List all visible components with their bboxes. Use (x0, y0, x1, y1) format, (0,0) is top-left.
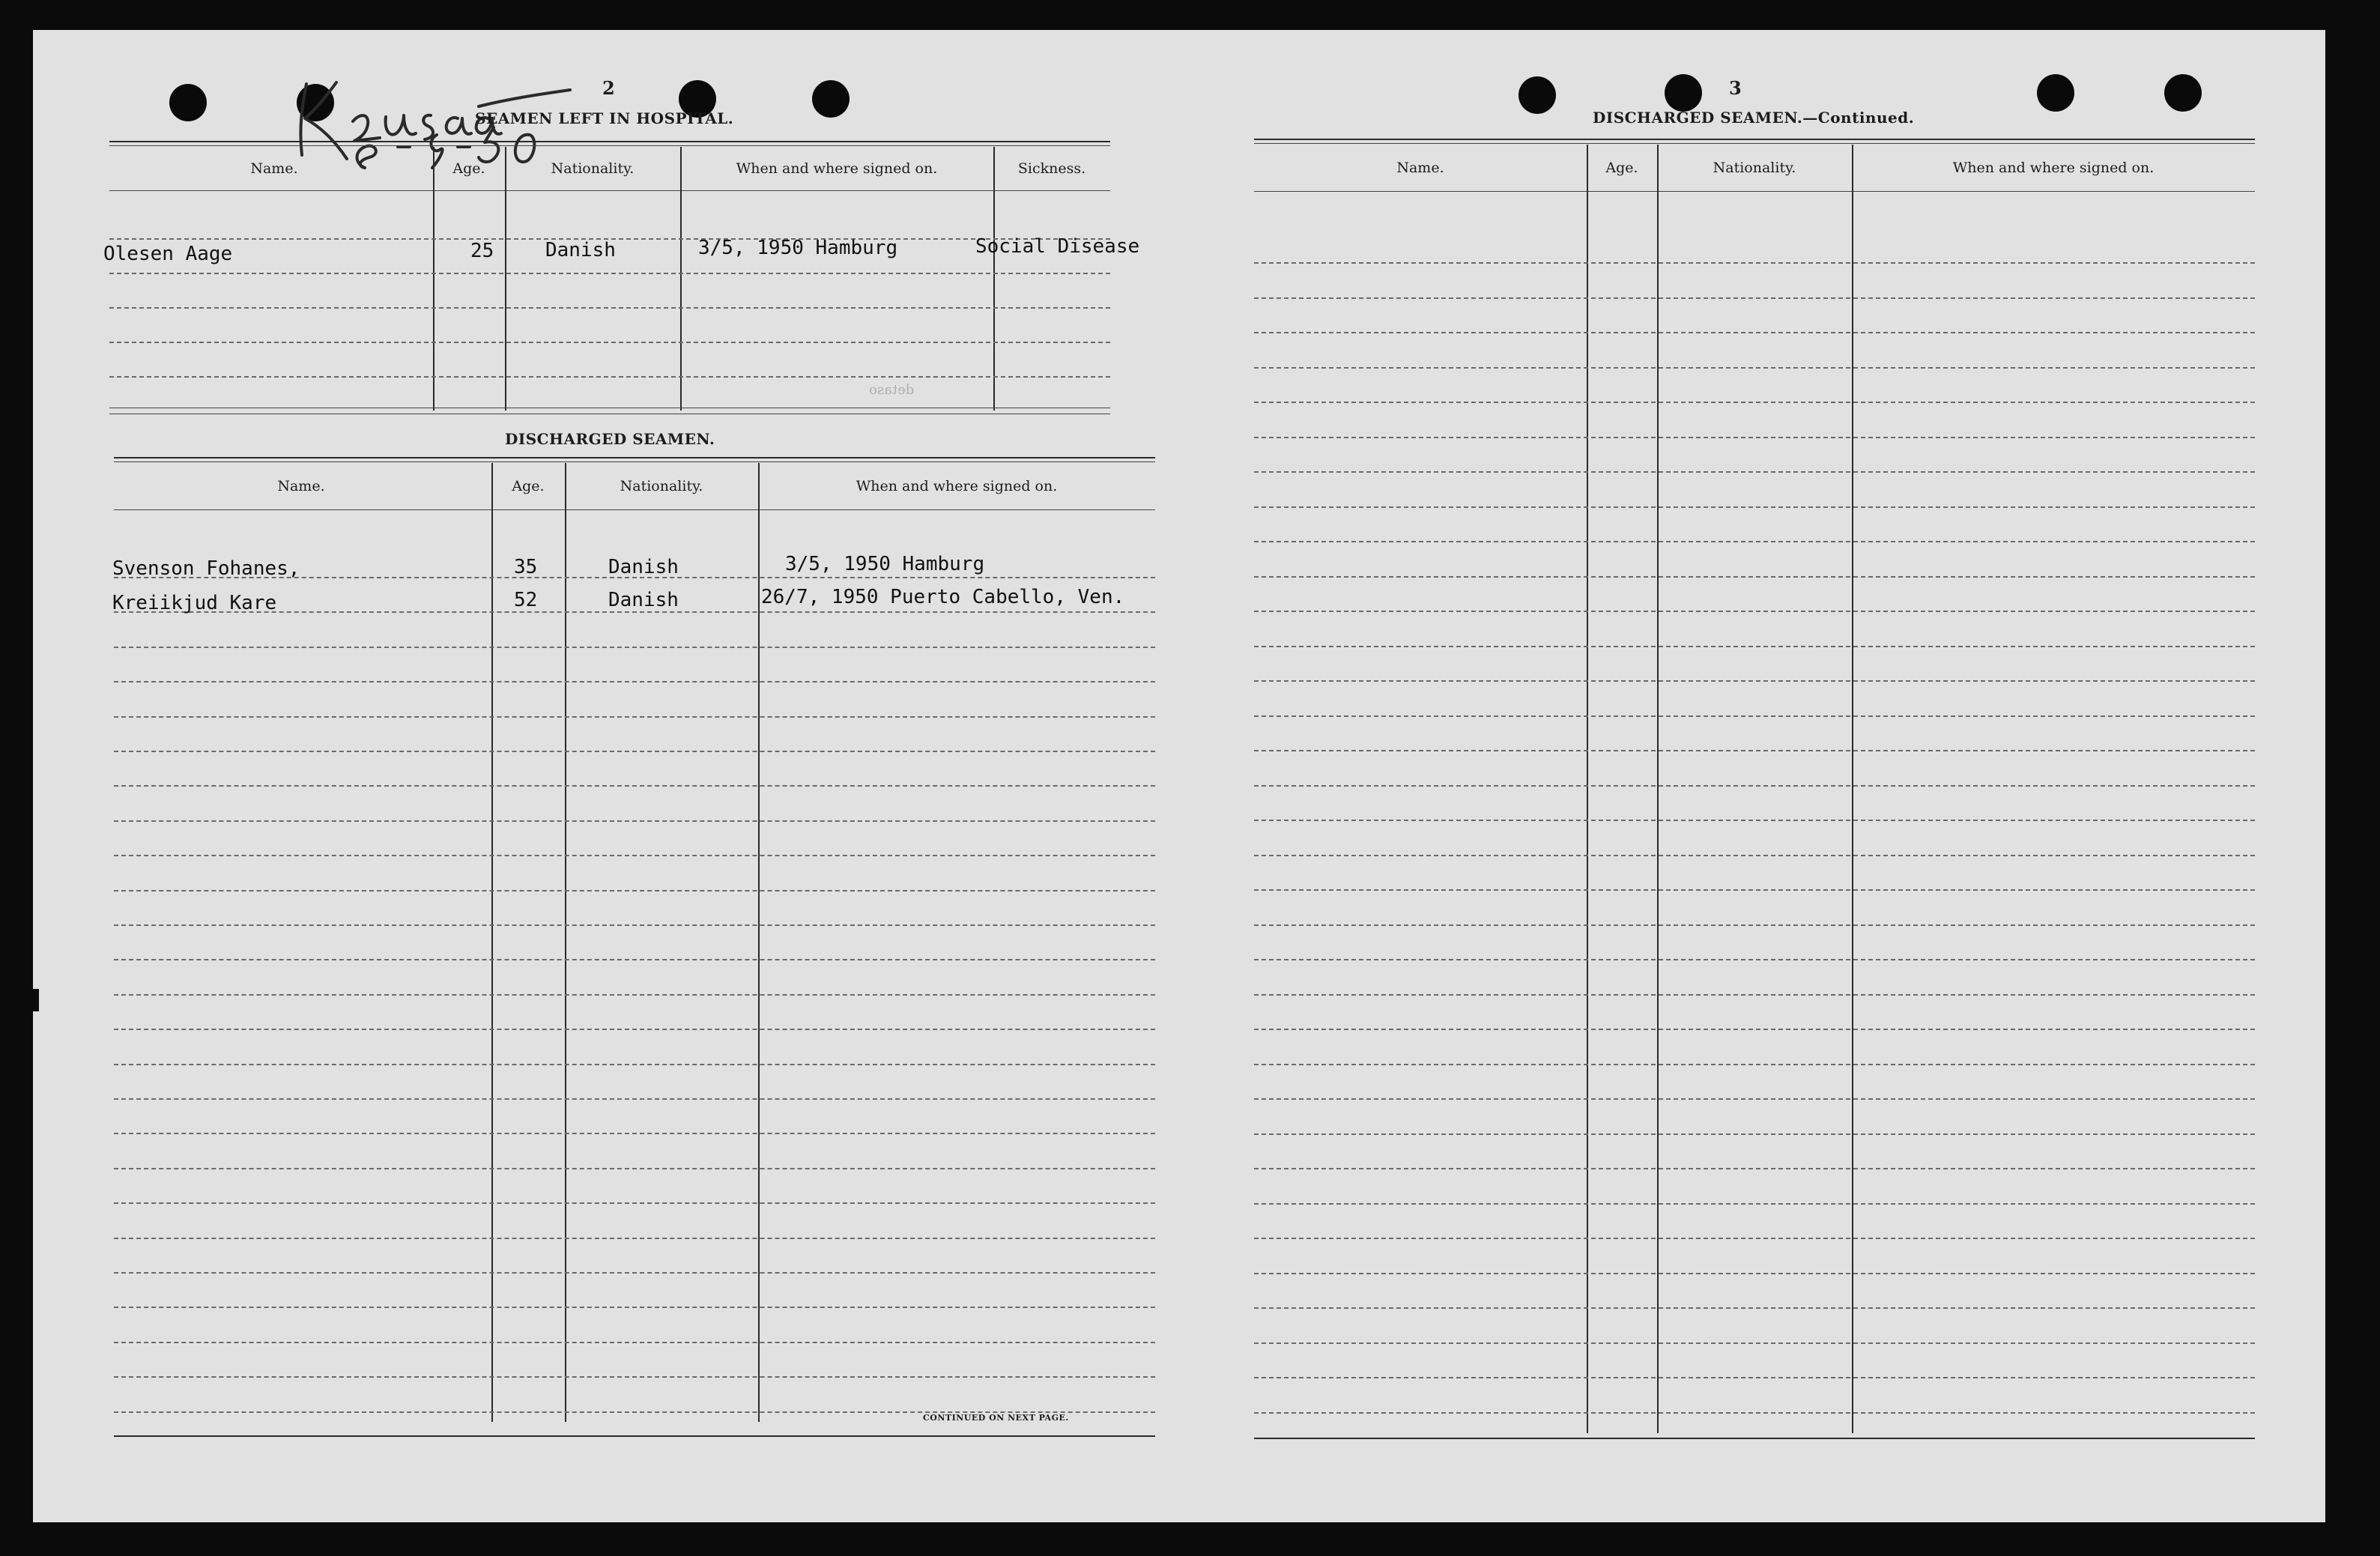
ruled-line (114, 959, 1155, 960)
ruled-line (1254, 820, 2255, 821)
ruled-line (1254, 646, 2255, 647)
hospital-table (103, 141, 1140, 448)
ruled-line (114, 751, 1155, 752)
ruled-line (1254, 611, 2255, 612)
continued-footer: CONTINUED ON NEXT PAGE. (923, 1413, 1069, 1423)
ruled-line (1254, 1273, 2255, 1274)
ruled-line (114, 716, 1155, 718)
punch-hole (1665, 74, 1702, 112)
ruled-line (1254, 1203, 2255, 1205)
table-row-cell-name: Olesen Aage (103, 243, 233, 265)
hospital-header-sickness: Sickness. (1017, 160, 1086, 177)
discharged-header-age: Age. (512, 478, 545, 494)
continued-header-age: Age. (1605, 160, 1638, 176)
punch-hole (2164, 74, 2202, 112)
ruled-line (114, 785, 1155, 787)
ruled-line (114, 647, 1155, 648)
ruled-line (1254, 297, 2255, 299)
punch-hole (2037, 74, 2074, 112)
ruled-line (1254, 402, 2255, 403)
ruled-line (1254, 1412, 2255, 1414)
ruled-line (114, 855, 1155, 856)
punch-hole (812, 80, 850, 118)
ruled-line (114, 1342, 1155, 1343)
ruled-line (1254, 332, 2255, 333)
ruled-line (1254, 1098, 2255, 1100)
table-row-cell-nationality: Danish (608, 556, 679, 578)
continued-header-name: Name. (1396, 160, 1444, 176)
ruled-line (1254, 889, 2255, 891)
ruled-line (1254, 959, 2255, 960)
ruled-line (114, 1202, 1155, 1204)
ruled-line (114, 1133, 1155, 1134)
ruled-line (114, 820, 1155, 822)
discharged-continued-title: DISCHARGED SEAMEN.—Continued. (1593, 109, 1915, 127)
page-number-right: 3 (1729, 77, 1742, 99)
ruled-line (1254, 1133, 2255, 1135)
ruled-line (114, 1029, 1155, 1030)
discharged-section-title: DISCHARGED SEAMEN. (505, 430, 715, 448)
table-row-cell-age: 52 (514, 589, 538, 611)
continued-header-signed-on: When and where signed on. (1952, 160, 2155, 176)
ruled-line (1254, 367, 2255, 369)
ruled-line (114, 924, 1155, 926)
ruled-line (114, 1272, 1155, 1274)
ruled-line (1254, 994, 2255, 996)
ruled-line (1254, 785, 2255, 787)
ruled-line (114, 1238, 1155, 1239)
page-number-left: 2 (602, 77, 615, 99)
ruled-line (1254, 437, 2255, 438)
ruled-line (114, 1376, 1155, 1378)
punch-hole (169, 84, 207, 121)
table-row-cell-sickness: Social Disease (975, 235, 1140, 258)
discharged-table (114, 457, 1155, 1461)
hospital-header-age: Age. (452, 160, 485, 177)
ruled-line (1254, 715, 2255, 717)
ruled-line (1254, 1307, 2255, 1309)
document-sheet (33, 30, 2325, 1522)
continued-header-nationality: Nationality. (1713, 160, 1796, 176)
ruled-line (1254, 506, 2255, 508)
hospital-header-signed-on: When and where signed on. (736, 160, 938, 177)
ruled-line (1254, 680, 2255, 682)
hospital-header-nationality: Nationality. (551, 160, 635, 177)
ruled-line (114, 994, 1155, 996)
table-row-cell-nationality: Danish (545, 239, 616, 261)
discharged-header-signed-on: When and where signed on. (856, 478, 1058, 494)
ruled-line (1254, 1377, 2255, 1378)
ruled-line (1254, 855, 2255, 856)
ruled-line (114, 1168, 1155, 1169)
ruled-line (1254, 1342, 2255, 1344)
ruled-line (1254, 1064, 2255, 1065)
table-row-cell-signed-on: 3/5, 1950 Hamburg (785, 553, 985, 575)
discharged-header-nationality: Nationality. (620, 478, 703, 494)
ruled-line (114, 681, 1155, 682)
ruled-line (1254, 1029, 2255, 1030)
ruled-line (1254, 471, 2255, 473)
ruled-line (114, 1064, 1155, 1065)
table-row-cell-name: Kreiikjud Kare (112, 592, 277, 614)
ruled-line (1254, 576, 2255, 578)
table-row-cell-signed-on: 26/7, 1950 Puerto Cabello, Ven. (761, 586, 1125, 608)
ruled-line (114, 1307, 1155, 1308)
table-row-cell-age: 25 (470, 240, 494, 262)
ruled-line (114, 890, 1155, 891)
hospital-section-title: SEAMEN LEFT IN HOSPITAL. (475, 109, 734, 127)
ruled-line (114, 1098, 1155, 1100)
hospital-header-name: Name. (250, 160, 298, 177)
table-row-cell-nationality: Danish (608, 589, 679, 611)
table-row-cell-name: Svenson Fohanes, (112, 557, 300, 580)
ruled-line (1254, 1168, 2255, 1169)
ruled-line (1254, 262, 2255, 264)
discharged-continued-table (1254, 139, 2255, 1442)
punch-hole (1518, 76, 1556, 114)
ruled-line (1254, 924, 2255, 926)
table-row-cell-age: 35 (514, 556, 538, 578)
ruled-line (1254, 1238, 2255, 1239)
discharged-header-name: Name. (277, 478, 325, 494)
table-row-cell-signed-on: 3/5, 1950 Hamburg (698, 237, 898, 259)
ruled-line (1254, 750, 2255, 751)
ruled-line (1254, 541, 2255, 542)
bleed-through-text: detaso (869, 382, 915, 398)
